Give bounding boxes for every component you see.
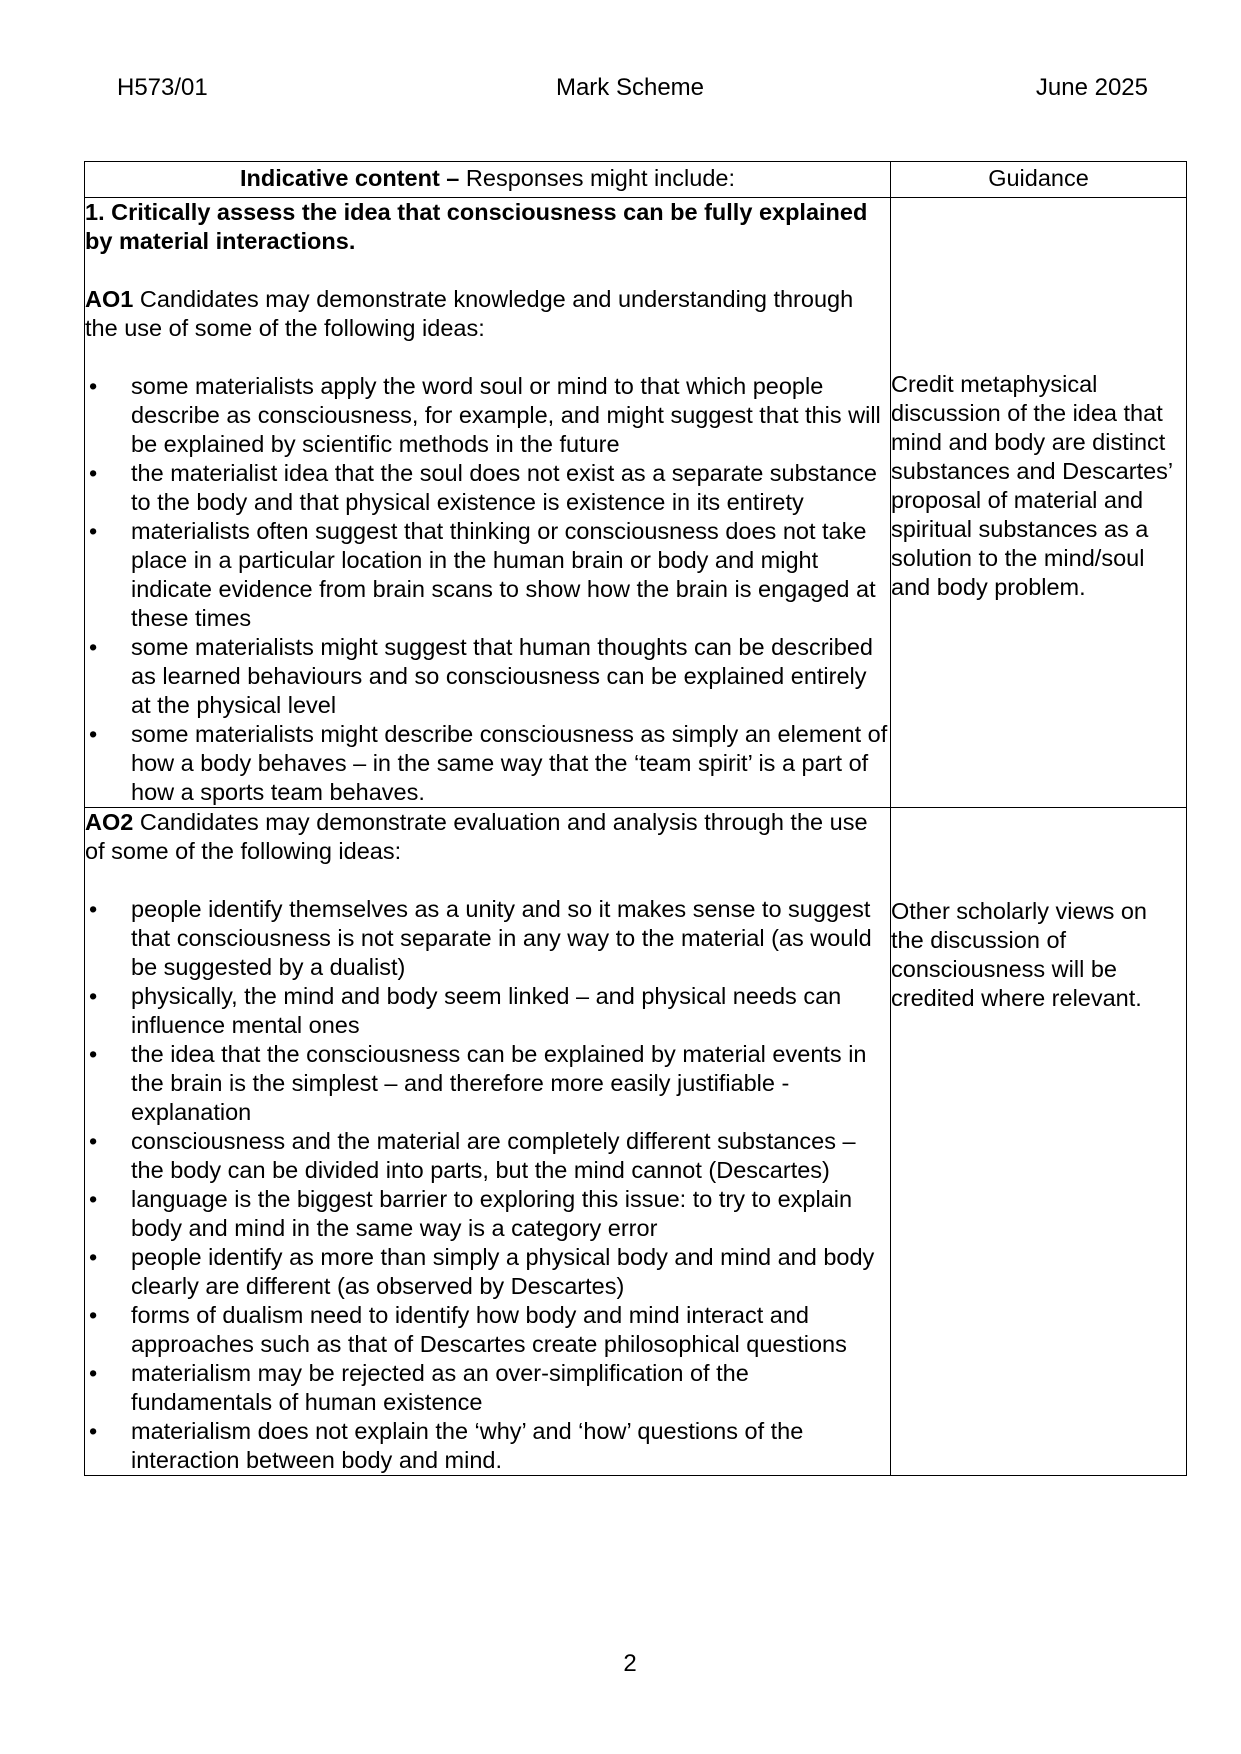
ao1-guidance-text: Credit metaphysical discussion of the idea that mind and body are distinct substances and Descartes’ proposal of material and spiritual substances as a solution to the mind/soul and body problem. — [891, 371, 1173, 600]
question-title: 1. Critically assess the idea that consciousness can be fully explained by material interactions. — [85, 199, 868, 254]
page-header — [0, 74, 1241, 108]
ao2-intro — [85, 808, 890, 866]
ao1-intro-text: Candidates may demonstrate knowledge and understanding through the use of some of the following ideas: — [85, 286, 854, 341]
ao1-bullet-list — [85, 372, 890, 807]
ao1-intro — [85, 285, 890, 343]
list-item: • language is the biggest barrier to exploring this issue: to try to explain body and mind in the same way is a category error — [85, 1185, 890, 1243]
list-item: • some materialists might suggest that human thoughts can be described as learned behaviours and so consciousness can be explained entirely at the physical level — [85, 633, 890, 720]
list-item: • materialists often suggest that thinking or consciousness does not take place in a particular location in the human brain or body and might indicate evidence from brain scans to show how the brain is engaged at these times — [85, 517, 890, 633]
list-item: • consciousness and the material are completely different substances – the body can be divided into parts, but the mind cannot (Descartes) — [85, 1127, 890, 1185]
mark-scheme-table — [84, 161, 1187, 1476]
indicative-content-header-bold: Indicative content – — [239, 165, 460, 191]
ao1-label: AO1 — [85, 286, 134, 312]
indicative-content-header-rest: Responses might include: — [459, 165, 735, 191]
list-item: • the materialist idea that the soul does not exist as a separate substance to the body and that physical existence is existence in its entirety — [85, 459, 890, 517]
list-item: • physically, the mind and body seem linked – and physical needs can influence mental ones — [85, 982, 890, 1040]
list-item: • people identify themselves as a unity and so it makes sense to suggest that consciousness is not separate in any way to the material (as would be suggested by a dualist) — [85, 895, 890, 982]
table-header-row — [85, 162, 1187, 198]
list-item: • some materialists apply the word soul or mind to that which people describe as consciousness, for example, and might suggest that this will be explained by scientific methods in the future — [85, 372, 890, 459]
ao2-guidance-text: Other scholarly views on the discussion of consciousness will be credited where relevant. — [891, 898, 1147, 1011]
document-title: Mark Scheme — [555, 74, 705, 101]
ao1-content-cell — [85, 198, 891, 808]
ao2-guidance-cell — [891, 808, 1187, 1476]
ao1-guidance-cell — [891, 198, 1187, 808]
list-item: • materialism may be rejected as an over-simplification of the fundamentals of human existence — [85, 1359, 890, 1417]
indicative-content-header — [85, 162, 891, 198]
ao2-content-cell — [85, 808, 891, 1476]
list-item: • some materialists might describe consciousness as simply an element of how a body behaves – in the same way that the ‘team spirit’ is a part of how a sports team behaves. — [85, 720, 890, 807]
list-item: • people identify as more than simply a physical body and mind and body clearly are different (as observed by Descartes) — [85, 1243, 890, 1301]
list-item: • materialism does not explain the ‘why’ and ‘how’ questions of the interaction between body and mind. — [85, 1417, 890, 1475]
exam-date: June 2025 — [1035, 74, 1148, 101]
paper-code: H573/01 — [117, 74, 208, 101]
ao2-bullet-list — [85, 895, 890, 1475]
page-number: 2 — [623, 1650, 637, 1677]
ao2-label: AO2 — [85, 809, 134, 835]
guidance-header: Guidance — [891, 162, 1187, 198]
ao2-intro-text: Candidates may demonstrate evaluation and analysis through the use of some of the following ideas: — [85, 809, 868, 864]
list-item: • the idea that the consciousness can be explained by material events in the brain is the simplest – and therefore more easily justifiable - explanation — [85, 1040, 890, 1127]
ao2-row — [85, 808, 1187, 1476]
ao1-row — [85, 198, 1187, 808]
list-item: • forms of dualism need to identify how body and mind interact and approaches such as that of Descartes create philosophical questions — [85, 1301, 890, 1359]
